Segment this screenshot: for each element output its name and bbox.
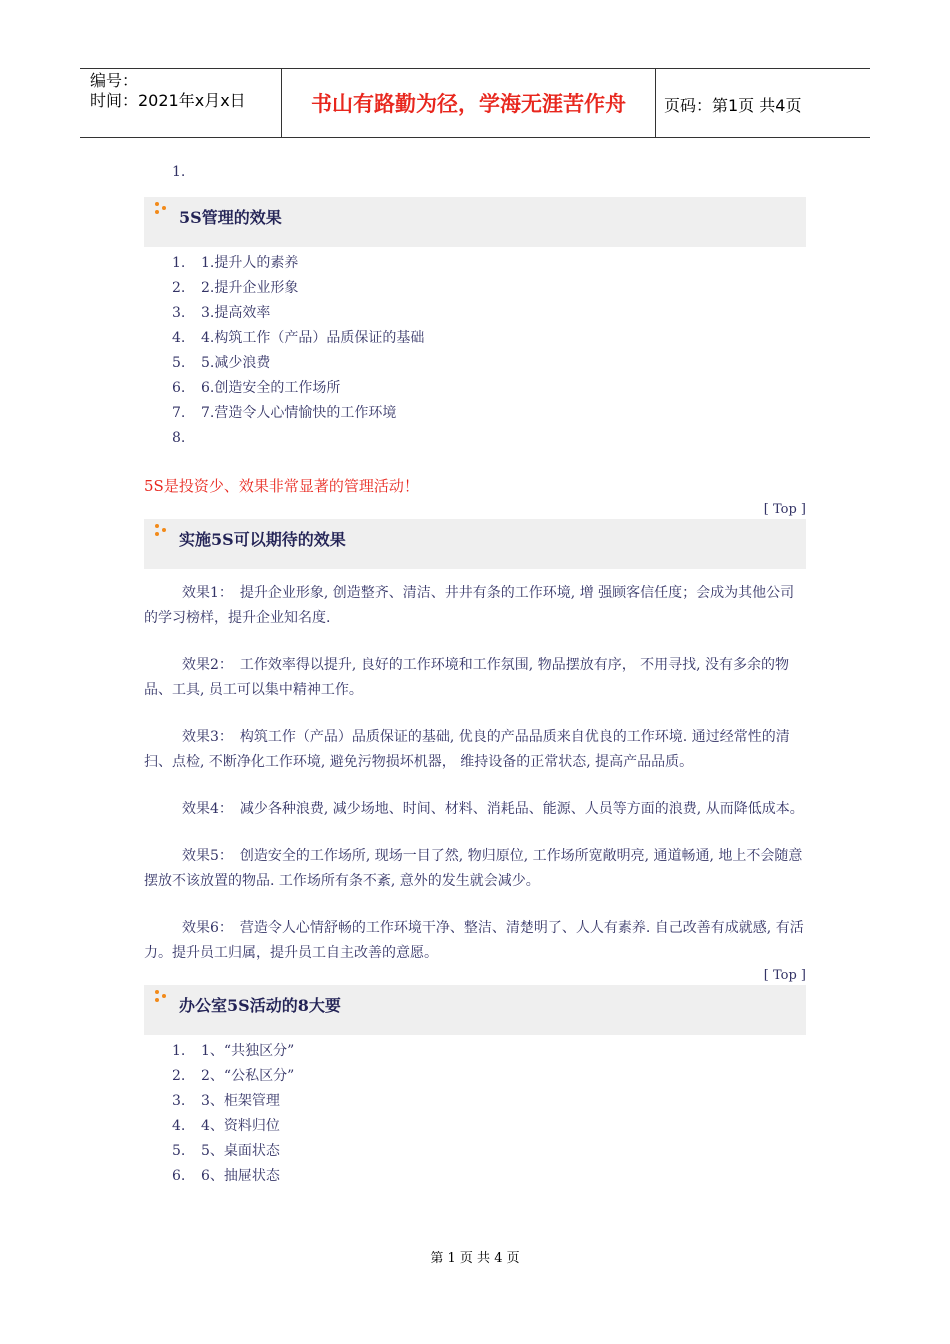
- section-header-expected-effects: [144, 519, 806, 569]
- section-title: 办公室5S活动的8大要: [179, 996, 341, 1015]
- effects-list: [144, 251, 806, 451]
- list-item: [144, 1164, 806, 1189]
- list-item: [144, 326, 806, 351]
- page-footer: 第 1 页 共 4 页: [430, 1251, 520, 1266]
- highlight-statement: 5S是投资少、效果非常显著的管理活动！: [144, 477, 419, 495]
- list-item: [144, 276, 806, 301]
- effect-paragraph: 效果1： 提升企业形象, 创造整齐、清洁、井井有条的工作环境, 增 强顾客信任度；会成为其他公司的学习榜样，提升企业知名度.: [144, 585, 795, 626]
- header-meta: [90, 71, 246, 111]
- effect-paragraph: 效果6： 营造令人心情舒畅的工作环境干净、整洁、清楚明了、人人有素养. 自己改善有成就感, 有活力。提升员工归属，提升员工自主改善的意愿。: [144, 920, 804, 961]
- header-motto: 书山有路勤为径，学海无涯苦作舟: [281, 69, 656, 137]
- list-text: 6、抽屉状态: [201, 1168, 280, 1184]
- list-item: [144, 426, 806, 451]
- intro-list: [144, 160, 806, 185]
- document-body: [144, 160, 806, 1189]
- list-number: 5.: [172, 1143, 186, 1159]
- section-title: 实施5S可以期待的效果: [179, 530, 346, 549]
- list-number: 4.: [172, 330, 186, 346]
- time-label: 时间：2021年x月x日: [90, 91, 246, 110]
- list-item: [144, 1064, 806, 1089]
- effect-paragraph: 效果3： 构筑工作（产品）品质保证的基础, 优良的产品品质来自优良的工作环境. 通过经常性的清扫、点检, 不断净化工作环境, 避免污物损坏机器， 维持设备的正常状态, 提高产品品质。: [144, 729, 790, 770]
- list-text: 3、柜架管理: [201, 1093, 280, 1109]
- list-item: [144, 401, 806, 426]
- list-item: [144, 1089, 806, 1114]
- list-text: 4、资料归位: [201, 1118, 280, 1134]
- list-number: 6.: [172, 1168, 186, 1184]
- top-link[interactable]: [ Top ]: [763, 968, 806, 983]
- office-5s-list: [144, 1039, 806, 1189]
- list-item: [144, 351, 806, 376]
- list-number: 1.: [172, 164, 186, 180]
- list-number: 8.: [172, 430, 186, 446]
- effect-paragraph: 效果5： 创造安全的工作场所, 现场一目了然, 物归原位, 工作场所宽敞明亮, 通道畅通, 地上不会随意摆放不该放置的物品. 工作场所有条不紊, 意外的发生就会减少。: [144, 848, 803, 889]
- list-text: 4.构筑工作（产品）品质保证的基础: [201, 330, 425, 346]
- bullet-dots-icon: [155, 990, 169, 1004]
- list-number: 2.: [172, 280, 186, 296]
- list-text: 5.减少浪费: [201, 355, 271, 371]
- list-number: 2.: [172, 1068, 186, 1084]
- section-header-office-5s: [144, 985, 806, 1035]
- list-item: [144, 1114, 806, 1139]
- list-number: 1.: [172, 1043, 186, 1059]
- list-number: 4.: [172, 1118, 186, 1134]
- serial-label: 编号：: [90, 71, 139, 90]
- effect-paragraph: 效果4： 减少各种浪费, 减少场地、时间、材料、消耗品、能源、人员等方面的浪费, 从而降低成本。: [182, 801, 804, 817]
- list-item: [144, 301, 806, 326]
- bullet-dots-icon: [155, 202, 169, 216]
- expected-effects-body: [144, 581, 806, 966]
- list-number: 1.: [172, 255, 186, 271]
- list-text: 7.营造令人心情愉快的工作环境: [201, 405, 397, 421]
- list-item: [144, 1039, 806, 1064]
- section-title: 5S管理的效果: [179, 208, 282, 227]
- page-header: [80, 68, 870, 138]
- list-text: 2.提升企业形象: [201, 280, 299, 296]
- list-number: 7.: [172, 405, 186, 421]
- list-number: 5.: [172, 355, 186, 371]
- list-text: 5、桌面状态: [201, 1143, 280, 1159]
- bullet-dots-icon: [155, 524, 169, 538]
- list-number: 6.: [172, 380, 186, 396]
- top-link[interactable]: [ Top ]: [763, 502, 806, 517]
- list-number: 3.: [172, 305, 186, 321]
- list-text: 3.提高效率: [201, 305, 271, 321]
- section-header-effects: [144, 197, 806, 247]
- list-number: 3.: [172, 1093, 186, 1109]
- list-item: [144, 1139, 806, 1164]
- list-text: 2、“公私区分”: [201, 1068, 295, 1084]
- header-page-label: 页码：第1页 共4页: [664, 96, 802, 115]
- list-item: [144, 376, 806, 401]
- list-text: 6.创造安全的工作场所: [201, 380, 341, 396]
- list-item: [144, 160, 806, 185]
- list-text: 1、“共独区分”: [201, 1043, 295, 1059]
- list-item: [144, 251, 806, 276]
- list-text: 1.提升人的素养: [201, 255, 299, 271]
- effect-paragraph: 效果2： 工作效率得以提升, 良好的工作环境和工作氛围, 物品摆放有序， 不用寻找, 没有多余的物品、工具, 员工可以集中精神工作。: [144, 657, 790, 698]
